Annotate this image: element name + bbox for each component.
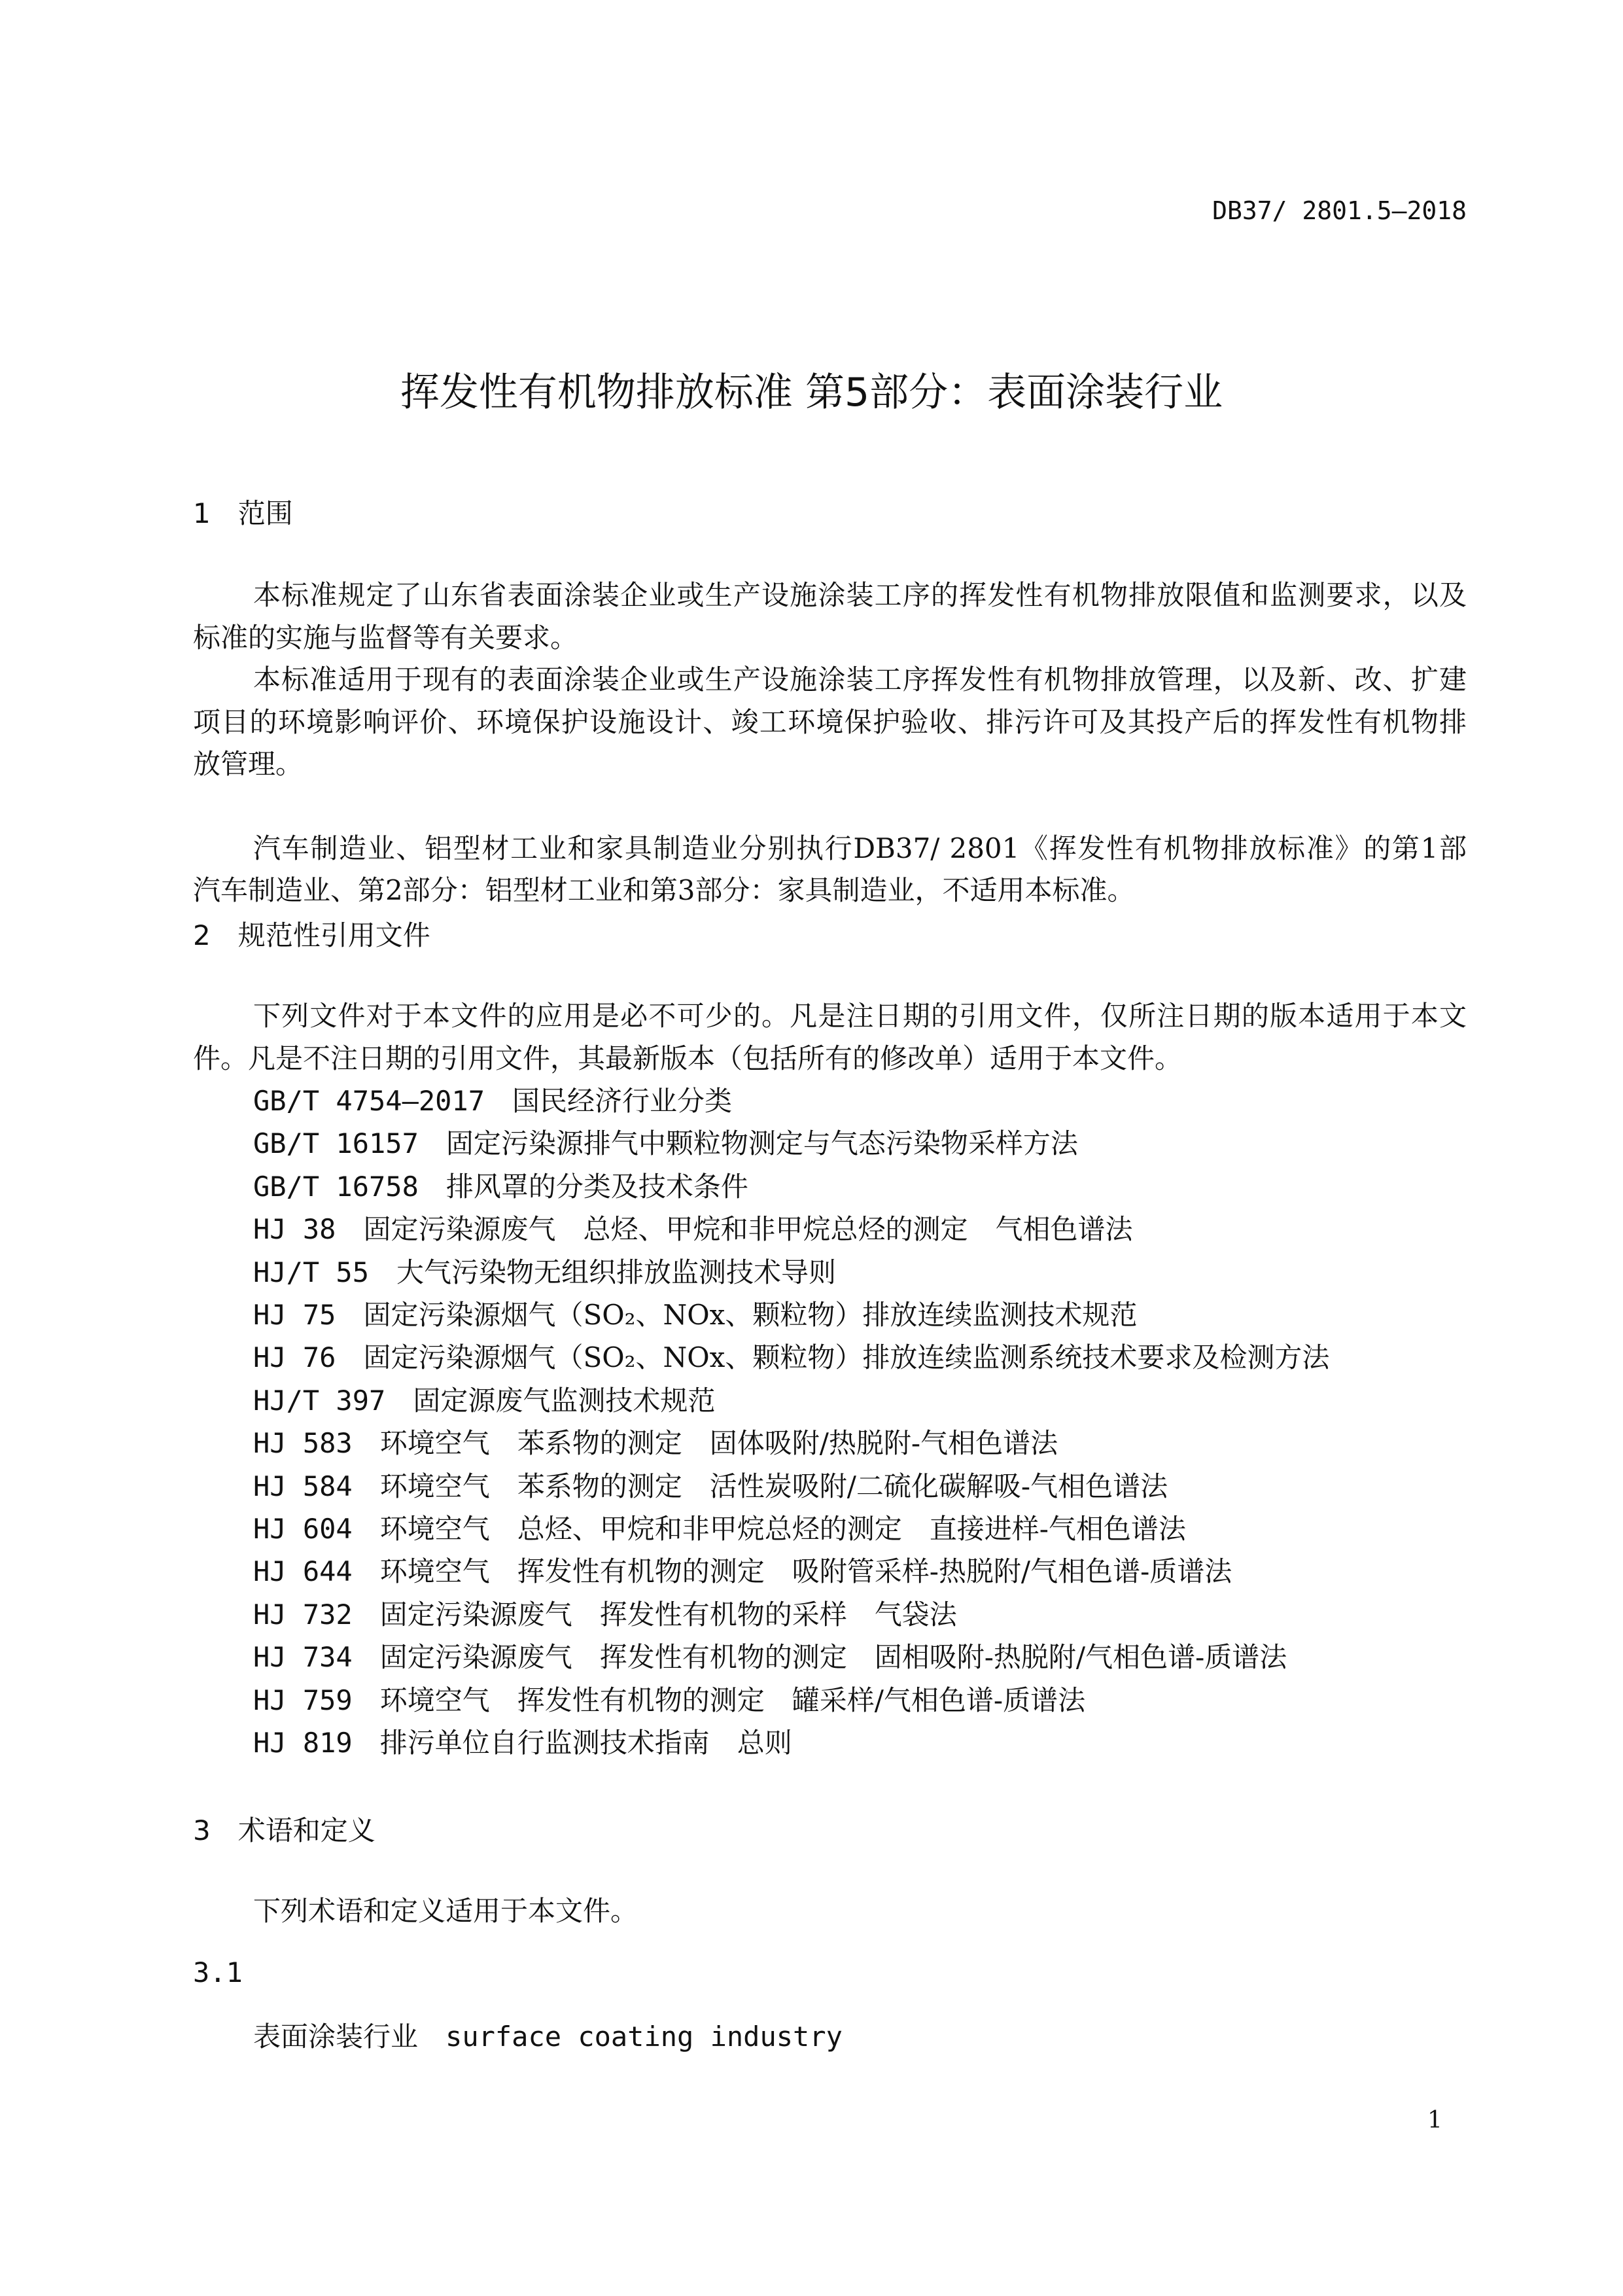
reference-code: HJ/T 397	[253, 1384, 386, 1417]
reference-code: HJ 819	[253, 1727, 353, 1759]
reference-item	[253, 1427, 1058, 1460]
reference-item	[253, 1641, 1287, 1674]
reference-title: 环境空气 苯系物的测定 活性炭吸附/二硫化碳解吸-气相色谱法	[379, 1470, 1168, 1502]
clause-number: 3.1	[193, 1956, 243, 1988]
reference-code: HJ 75	[253, 1299, 336, 1331]
reference-title: 固定源废气监测技术规范	[413, 1384, 716, 1417]
paragraph-line: 汽车制造业、铝型材工业和家具制造业分别执行DB37/ 2801《挥发性有机物排放标准》的第1部	[253, 832, 1467, 864]
reference-title: 固定污染源烟气（SO₂、NOx、颗粒物）排放连续监测技术规范	[363, 1299, 1138, 1331]
document-code: DB37/ 2801.5—2018	[1212, 196, 1467, 225]
paragraph-line: 本标准规定了山东省表面涂装企业或生产设施涂装工序的挥发性有机物排放限值和监测要求，以及	[253, 579, 1467, 611]
reference-item	[253, 1470, 1168, 1503]
reference-title: 大气污染物无组织排放监测技术导则	[396, 1256, 837, 1288]
reference-item	[253, 1513, 1186, 1545]
term-english: surface coating industry	[445, 2021, 843, 2053]
reference-item	[253, 1341, 1329, 1374]
reference-item	[253, 1555, 1232, 1588]
reference-code: HJ 604	[253, 1513, 353, 1545]
reference-title: 固定污染源排气中颗粒物测定与气态污染物采样方法	[445, 1127, 1078, 1160]
reference-item	[253, 1598, 957, 1631]
reference-item	[253, 1171, 748, 1203]
paragraph-line: 标准的实施与监督等有关要求。	[193, 622, 578, 654]
term-entry	[253, 2021, 843, 2053]
reference-code: GB/T 16157	[253, 1127, 419, 1160]
page-number: 1	[1427, 2107, 1442, 2134]
reference-title: 国民经济行业分类	[512, 1085, 733, 1117]
reference-title: 排污单位自行监测技术指南 总则	[379, 1727, 792, 1759]
paragraph-line: 件。凡是不注日期的引用文件，其最新版本（包括所有的修改单）适用于本文件。	[193, 1042, 1183, 1074]
section-3-heading: 3 术语和定义	[193, 1814, 375, 1846]
reference-item	[253, 1085, 732, 1118]
term-chinese: 表面涂装行业	[253, 2021, 419, 2053]
reference-code: HJ 732	[253, 1598, 353, 1631]
reference-code: HJ 76	[253, 1341, 336, 1374]
reference-item	[253, 1127, 1078, 1160]
paragraph-line: 本标准适用于现有的表面涂装企业或生产设施涂装工序挥发性有机物排放管理，以及新、改、扩建	[253, 663, 1467, 696]
reference-item	[253, 1299, 1137, 1332]
reference-title: 固定污染源烟气（SO₂、NOx、颗粒物）排放连续监测系统技术要求及检测方法	[363, 1341, 1330, 1374]
reference-item	[253, 1385, 715, 1417]
reference-code: HJ 734	[253, 1641, 353, 1674]
reference-item	[253, 1213, 1132, 1246]
reference-title: 环境空气 挥发性有机物的测定 罐采样/气相色谱-质谱法	[379, 1684, 1086, 1716]
reference-code: HJ 583	[253, 1427, 353, 1460]
reference-code: HJ 759	[253, 1684, 353, 1716]
paragraph-line: 放管理。	[193, 748, 304, 780]
reference-title: 环境空气 总烃、甲烷和非甲烷总烃的测定 直接进样-气相色谱法	[379, 1513, 1186, 1545]
reference-title: 环境空气 苯系物的测定 固体吸附/热脱附-气相色谱法	[379, 1427, 1058, 1460]
reference-code: HJ 38	[253, 1213, 336, 1246]
section-1-heading: 1 范围	[193, 497, 293, 529]
reference-code: HJ/T 55	[253, 1256, 370, 1288]
page-title: 挥发性有机物排放标准 第5部分：表面涂装行业	[400, 370, 1223, 415]
reference-title: 环境空气 挥发性有机物的测定 吸附管采样-热脱附/气相色谱-质谱法	[379, 1555, 1232, 1588]
reference-item	[253, 1256, 836, 1289]
reference-title: 固定污染源废气 总烃、甲烷和非甲烷总烃的测定 气相色谱法	[363, 1213, 1133, 1246]
reference-title: 固定污染源废气 挥发性有机物的测定 固相吸附-热脱附/气相色谱-质谱法	[379, 1641, 1287, 1674]
reference-code: GB/T 4754—2017	[253, 1085, 485, 1117]
reference-title: 排风罩的分类及技术条件	[445, 1170, 748, 1203]
reference-item	[253, 1727, 792, 1759]
paragraph-line: 项目的环境影响评价、环境保护设施设计、竣工环境保护验收、排污许可及其投产后的挥发性有机物排	[193, 706, 1467, 738]
paragraph-line: 下列术语和定义适用于本文件。	[253, 1895, 638, 1927]
paragraph-line: 汽车制造业、第2部分：铝型材工业和第3部分：家具制造业，不适用本标准。	[193, 874, 1135, 906]
reference-code: HJ 644	[253, 1555, 353, 1588]
reference-item	[253, 1684, 1085, 1717]
reference-title: 固定污染源废气 挥发性有机物的采样 气袋法	[379, 1598, 957, 1631]
section-2-heading: 2 规范性引用文件	[193, 919, 430, 951]
reference-code: GB/T 16758	[253, 1170, 419, 1203]
paragraph-line: 下列文件对于本文件的应用是必不可少的。凡是注日期的引用文件，仅所注日期的版本适用于本文	[253, 1000, 1467, 1032]
reference-code: HJ 584	[253, 1470, 353, 1502]
